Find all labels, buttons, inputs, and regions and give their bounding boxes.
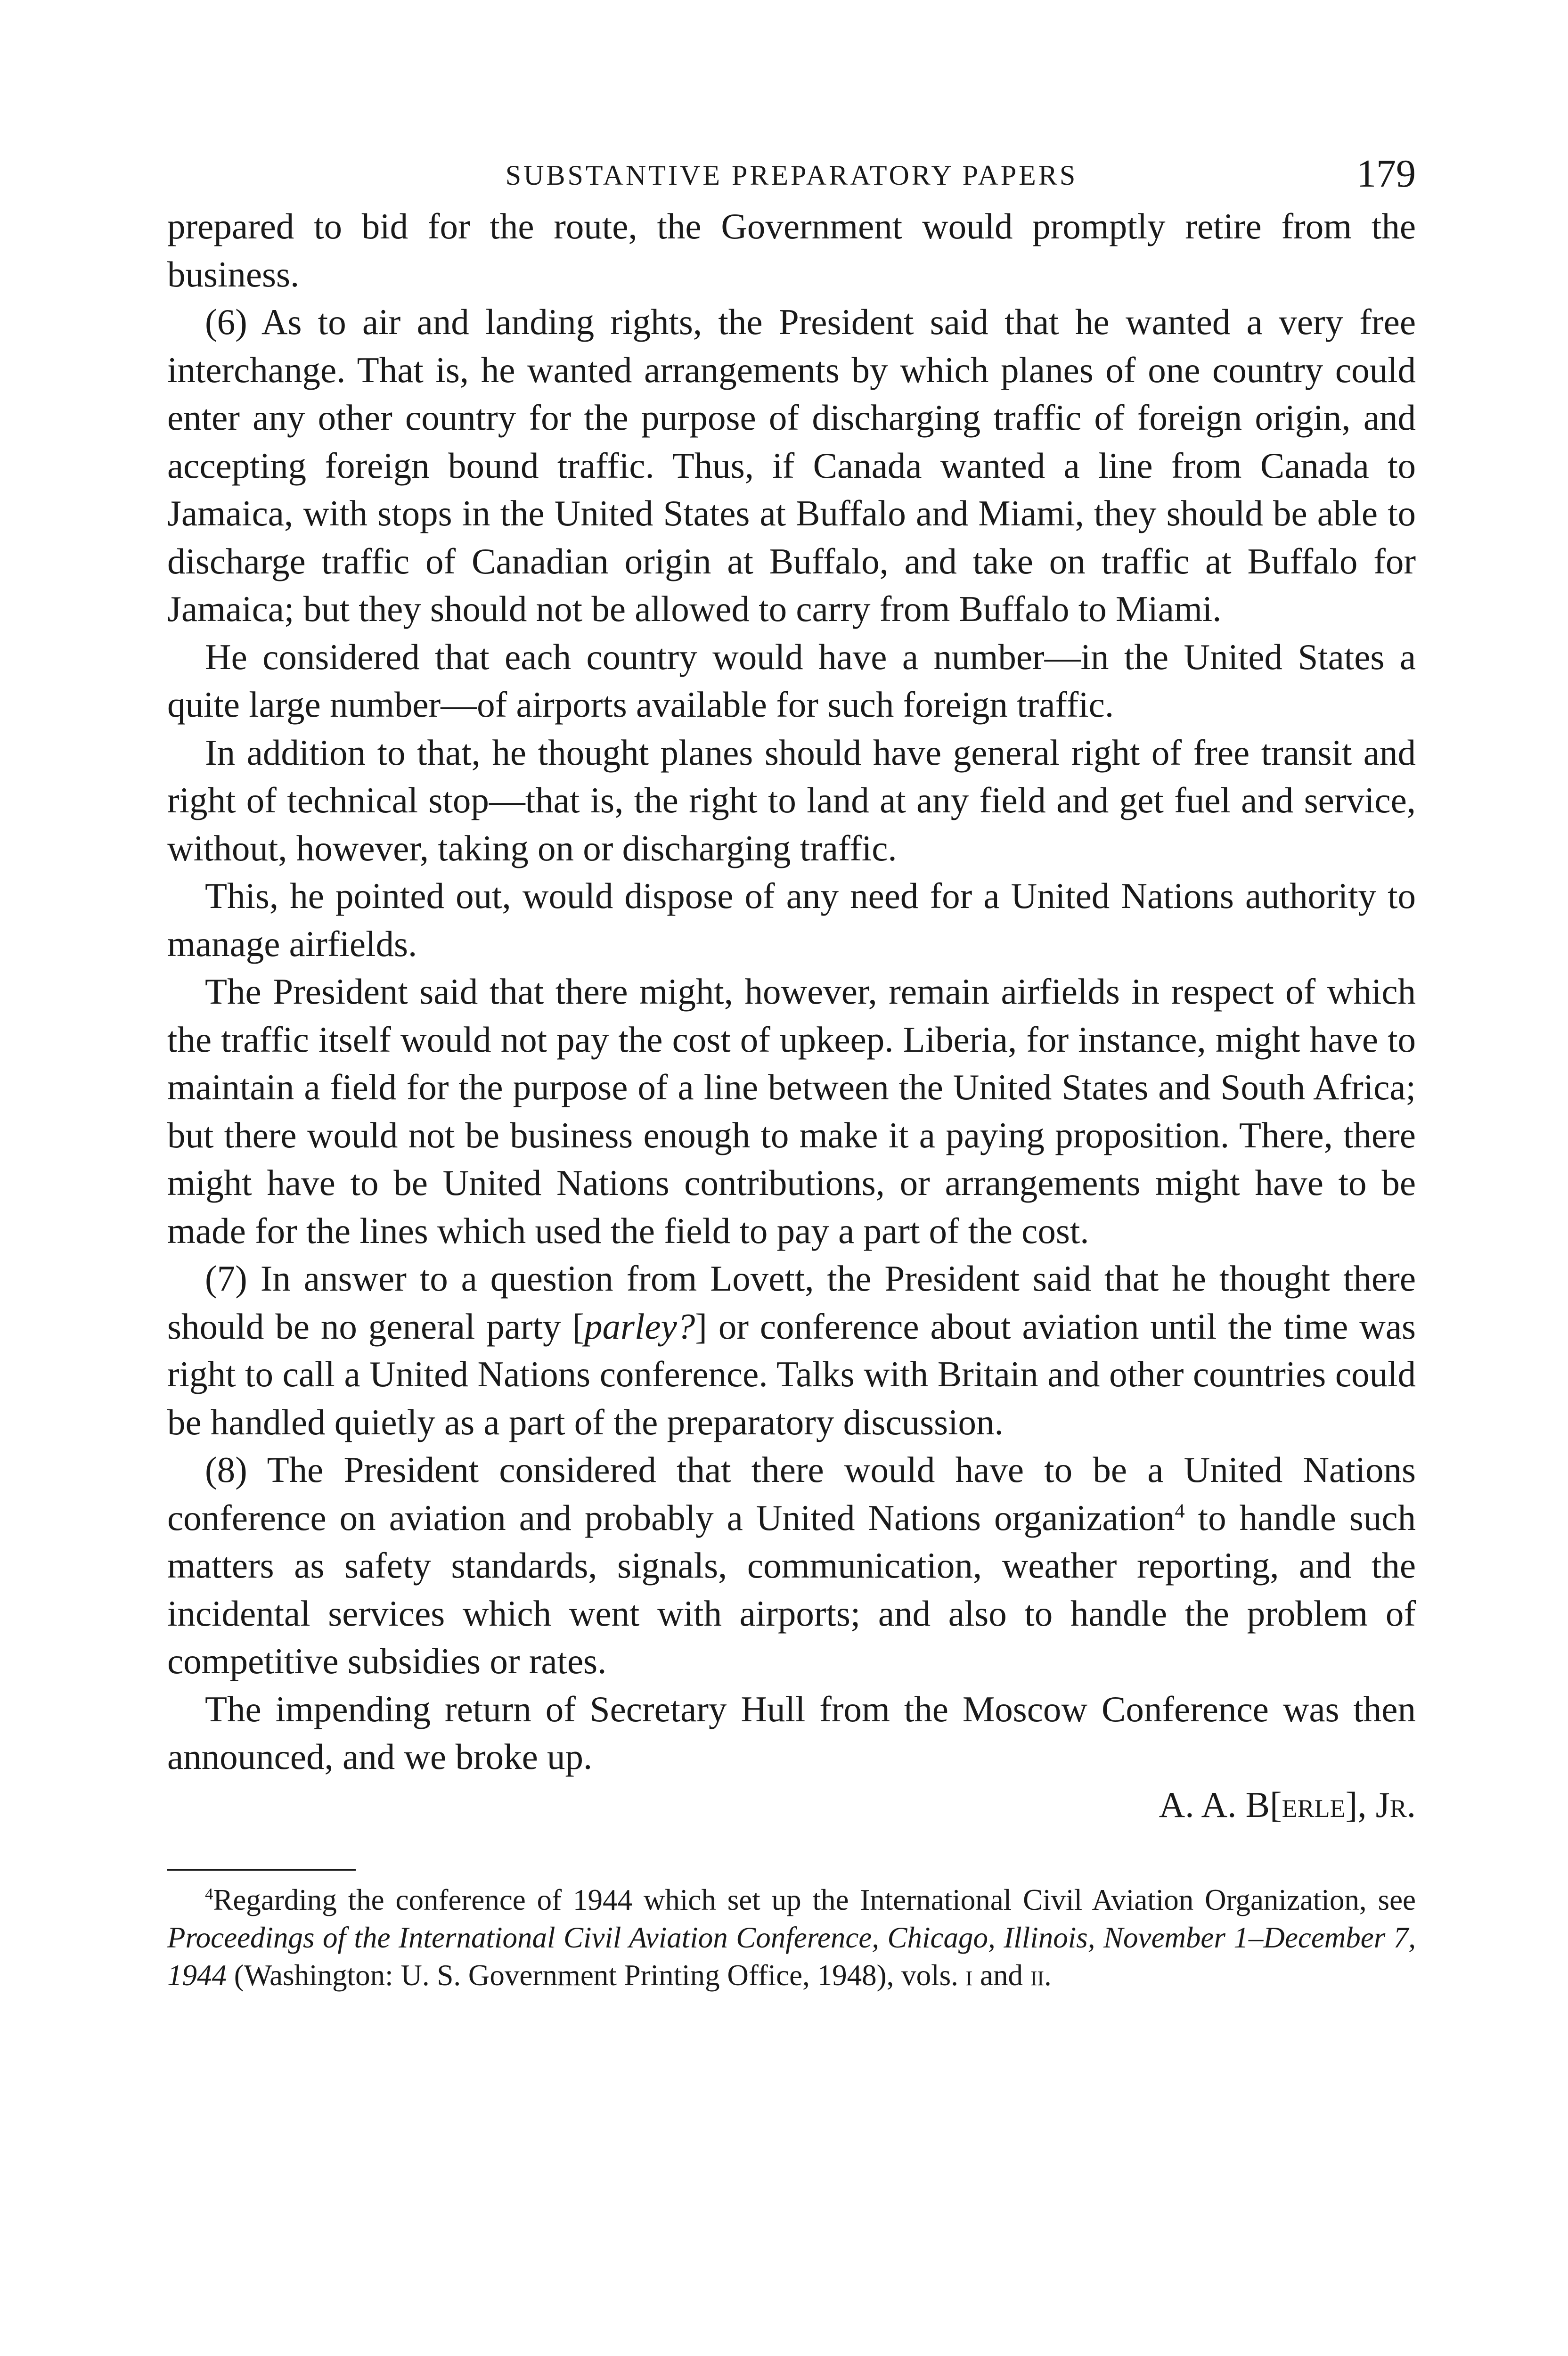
paragraph-airfield-upkeep: The President said that there might, however, remain airfields in respect of which the traffic itself would not pay the cost of upkeep. Liberia, for instance, might have to maintain a field for the purpose of a line between the United States and South Africa; but there would not be business enough to make it a paying proposition. There, there might have to be United Nations contributions, or arrangements might have to be made for the lines which used the field to pay a part of the cost. xyxy=(167,971,1416,1251)
paragraph-lovett-text-1: (7) In answer to a question from Lovett, the President said that he thought there should be no general party [ xyxy=(167,1258,1416,1347)
running-title: SUBSTANTIVE PREPARATORY PAPERS xyxy=(505,160,1078,191)
footnote-text-2: (Washington: U. S. Government Printing Office, 1948), vols. xyxy=(227,1959,966,1992)
paragraph-airports-number: He considered that each country would have a number—in the United States a quite large number—of airports available for such foreign traffic. xyxy=(167,636,1416,725)
body-text xyxy=(167,203,1416,1781)
signature-end: . xyxy=(1406,1784,1416,1825)
paragraph-un-authority: This, he pointed out, would dispose of any need for a United Nations authority to manage airfields. xyxy=(167,875,1416,964)
document-page xyxy=(167,151,1416,1994)
paragraph-free-transit: In addition to that, he thought planes should have general right of free transit and right of technical stop—that is, the right to land at any field and get fuel and service, without, however, taking on or discharging traffic. xyxy=(167,732,1416,868)
paragraph-lovett-question xyxy=(167,1255,1416,1446)
footnote-marker: 4 xyxy=(205,1885,213,1903)
paragraph-lovett-text-2: ] or conference about aviation until the time was right to call a United Nations conference. Talks with Britain and other countries could be handled quietly as a part of the preparatory discussion. xyxy=(167,1306,1416,1442)
footnote-and: and xyxy=(972,1959,1030,1992)
signature xyxy=(167,1781,1416,1829)
footnote-divider xyxy=(167,1869,356,1871)
paragraph-closing: The impending return of Secretary Hull from the Moscow Conference was then announced, and we broke up. xyxy=(167,1688,1416,1777)
footnote-reference: 4 xyxy=(1175,1499,1185,1522)
footnote-end: . xyxy=(1044,1959,1052,1992)
paragraph-air-landing-rights: (6) As to air and landing rights, the President said that he wanted a very free interchange. That is, he wanted arrangements by which planes of one country could enter any other country for the purpose of discharging traffic of foreign origin, and accepting foreign bound traffic. Thus, if Canada wanted a line from Canada to Jamaica, with stops in the United States at Buffalo and Miami, they should be able to discharge traffic of Canadian origin at Buffalo, and take on traffic at Buffalo for Jamaica; but they should not be allowed to carry from Buffalo to Miami. xyxy=(167,302,1416,629)
signature-prefix: A. A. B[ xyxy=(1159,1784,1282,1825)
footnote-volume-one: i xyxy=(965,1959,973,1992)
footnote xyxy=(167,1881,1416,1994)
signature-suffix-sc: r xyxy=(1389,1784,1407,1825)
footnote-volume-two: ii xyxy=(1030,1959,1045,1992)
running-header xyxy=(167,151,1416,203)
paragraph-continuation: prepared to bid for the route, the Government would promptly retire from the business. xyxy=(167,206,1416,294)
footnote-title: Proceedings of the International Civil Aviation Conference, Chicago, Illinois, November 1–December 7, 1944 xyxy=(167,1921,1416,1992)
editorial-insertion: parley? xyxy=(584,1306,695,1347)
paragraph-un-conference-text-1: (8) The President considered that there would have to be a United Nations conference on aviation and probably a United Nations organization xyxy=(167,1449,1416,1538)
signature-suffix: ], J xyxy=(1345,1784,1390,1825)
footnote-text-1: Regarding the conference of 1944 which set up the International Civil Aviation Organization, see xyxy=(213,1883,1416,1916)
paragraph-un-conference-text-2: to handle such matters as safety standards, signals, communication, weather reporting, and the incidental services which went with airports; and also to handle the problem of competitive subsidies or rates. xyxy=(167,1497,1416,1681)
signature-bracketed: erle xyxy=(1282,1784,1346,1825)
paragraph-un-conference xyxy=(167,1446,1416,1685)
page-number: 179 xyxy=(1356,152,1416,196)
